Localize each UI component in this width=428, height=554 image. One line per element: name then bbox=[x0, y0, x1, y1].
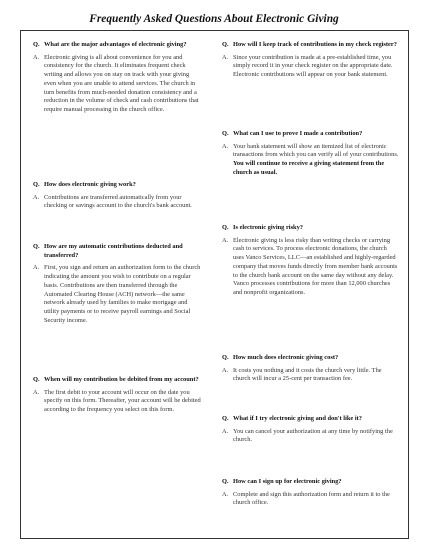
answer: A. Electronic giving is less risky than writing checks or carrying cash to services. To process electronic donations, the church uses Vanco Services, LLC—an established and highly-regarded company that moves funds directly from member bank accounts to the church bank account on the same day without any delay. Vanco processes contributions for more than 12,000 churches and nonprofit organizations. bbox=[222, 236, 398, 296]
answer: A. Contributions are transferred automatically from your checking or savings account to the church's bank account. bbox=[33, 193, 192, 210]
answer: A. The first debit to your account will occur on the date you specify on this form. Thereafter, your account will be debited according to the frequency you select on this form. bbox=[33, 388, 201, 414]
answer: A. Since your contribution is made at a pre-established time, you simply record it in your check register on the appropriate date. Electronic contributions will appear on your bank statement. bbox=[222, 53, 393, 79]
answer: A. It costs you nothing and it costs the church very little. The church will incur a 25-cent per transaction fee. bbox=[222, 366, 382, 383]
question: Q. When will my contribution be debited from my account? bbox=[33, 376, 199, 383]
question: Q. How does electronic giving work? bbox=[33, 181, 136, 188]
answer-text: Your bank statement will show an itemized list of electronic transactions from which you can verify all of your contributions. bbox=[233, 142, 399, 159]
question: Q. How much does electronic giving cost? bbox=[222, 354, 339, 361]
page-title: Frequently Asked Questions About Electronic Giving bbox=[89, 13, 339, 25]
faq-item bbox=[33, 376, 201, 415]
faq-item bbox=[222, 415, 399, 445]
answer: A. Complete and sign this authorization form and return it to the church office. bbox=[222, 490, 390, 507]
question: Q. What are the major advantages of electronic giving? bbox=[33, 41, 187, 48]
faq-item bbox=[222, 478, 399, 508]
faq-item bbox=[222, 354, 399, 384]
faq-item bbox=[33, 41, 201, 115]
answer-emphasis: You will continue to receive a giving statement from the church as usual. bbox=[233, 160, 385, 176]
faq-item bbox=[222, 41, 399, 80]
answer: A. You can cancel your authorization at any time by notifying the church. bbox=[222, 427, 393, 444]
answer: A. Electronic giving is all about convenience for you and consistency for the church. It eliminates frequent check writing and allows you on stay on track with your giving even when you are unable to attend services. The church in turn benefits from much-needed donation consistency and a reduction in the volume of check and cash contributions that require manual processing in the church office. bbox=[33, 53, 199, 113]
faq-item bbox=[222, 130, 399, 178]
answer: A. First, you sign and return an authorization form to the church indicating the amount you wish to contribute on a regular basis. Contributions are then transferred through the Automated Clearing House (ACH) network—the same network already used by families to make mortgage and utility payments or to receive payroll earnings and Social Security income. bbox=[33, 264, 201, 324]
question: Q. How can I sign up for electronic giving? bbox=[222, 478, 342, 485]
faq-frame bbox=[20, 30, 409, 539]
faq-item bbox=[33, 243, 201, 325]
answer: A. Your bank statement will show an itemized list of electronic transactions from which you can verify all of your contributions. You will continue to receive a giving statement from the church as usual. bbox=[222, 142, 399, 176]
question: Q. How will I keep track of contributions in my check register? bbox=[222, 41, 397, 48]
question: Q. What if I try electronic giving and don't like it? bbox=[222, 415, 362, 422]
question: Q. How are my automatic contributions deducted and transferred? bbox=[33, 243, 183, 259]
faq-item bbox=[222, 224, 399, 298]
faq-item bbox=[33, 181, 201, 211]
question: Q. Is electronic giving risky? bbox=[222, 224, 303, 231]
question: Q. What can I use to prove I made a contribution? bbox=[222, 130, 363, 137]
